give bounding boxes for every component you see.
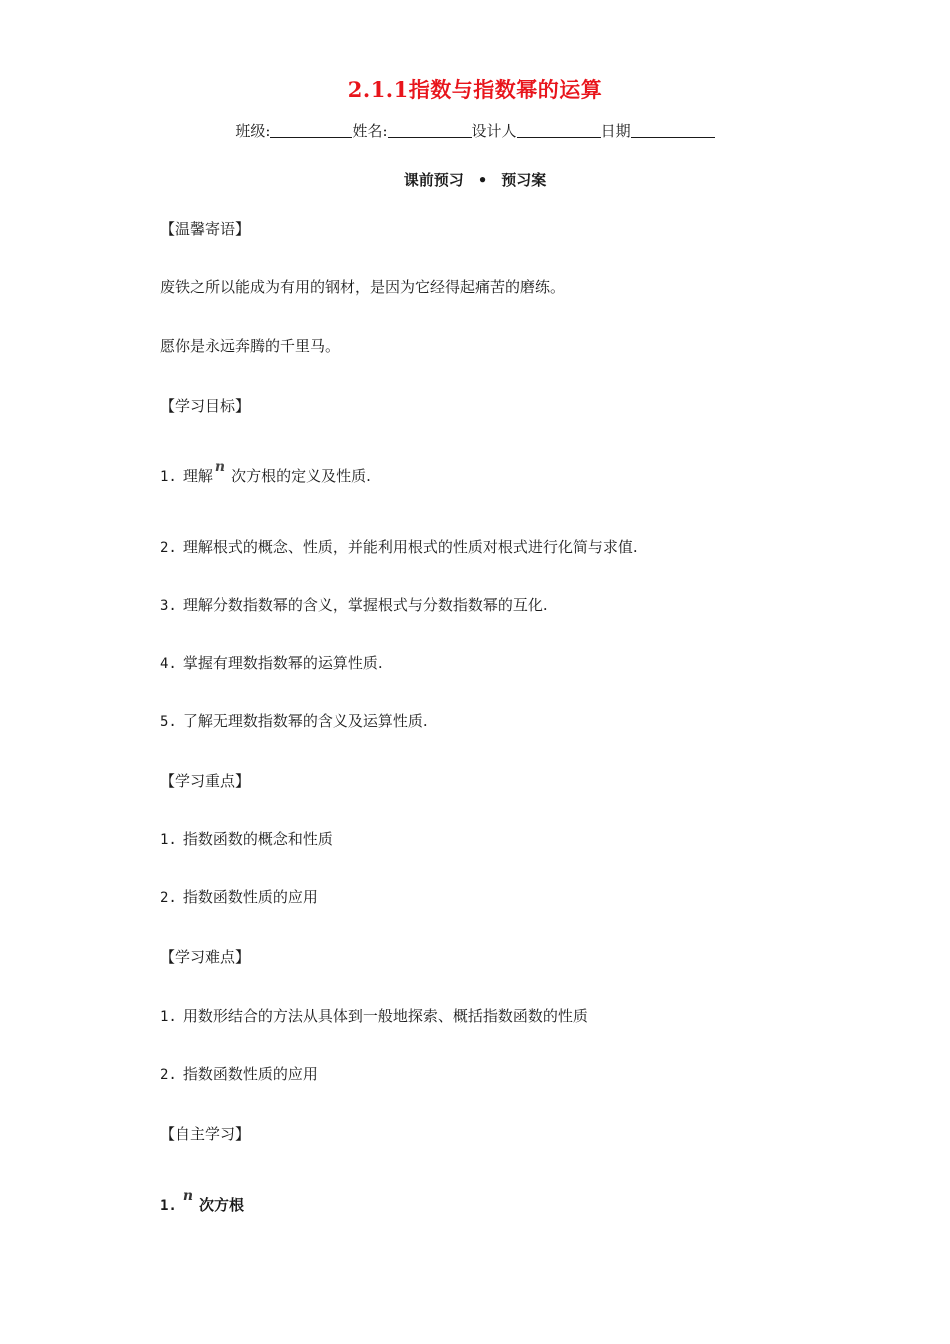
difficulties-heading: 【学习难点】 (160, 948, 251, 966)
goal-number: 3. (160, 598, 177, 614)
goal-text-post: 次方根的定义及性质. (231, 467, 371, 485)
designer-blank (517, 137, 601, 138)
goal-text: 理解分数指数幂的含义，掌握根式与分数指数幂的互化. (182, 596, 548, 614)
goal-item (160, 594, 548, 615)
warm-words-heading: 【温馨寄语】 (160, 220, 251, 238)
difficulty-number: 2. (160, 1067, 177, 1083)
warm-words-line-2: 愿你是永远奔腾的千里马。 (160, 337, 341, 355)
goal-number: 5. (160, 714, 177, 730)
date-blank (631, 137, 715, 138)
document-title: 2.1.1指数与指数幂的运算 (347, 77, 603, 102)
warm-words-line-1: 废铁之所以能成为有用的钢材，是因为它经得起痛苦的磨练。 (160, 278, 566, 296)
key-point-number: 2. (160, 890, 177, 906)
difficulty-item (160, 1005, 588, 1026)
variable-n: n (214, 459, 226, 475)
difficulty-text: 用数形结合的方法从具体到一般地探索、概括指数函数的性质 (182, 1007, 588, 1025)
goal-text: 理解根式的概念、性质，并能利用根式的性质对根式进行化简与求值. (182, 538, 638, 556)
goal-text-pre: 理解 (182, 467, 213, 485)
section-heading-left: 课前预习 (403, 171, 464, 189)
variable-n: n (182, 1188, 194, 1204)
class-blank (270, 137, 352, 138)
self-study-text: 次方根 (199, 1196, 245, 1214)
goals-heading: 【学习目标】 (160, 397, 251, 415)
difficulty-item (160, 1063, 318, 1084)
section-heading-dot: • (477, 171, 488, 189)
goal-item (160, 459, 371, 486)
goal-number: 4. (160, 656, 177, 672)
self-study-heading: 【自主学习】 (160, 1125, 251, 1143)
goal-number: 1. (160, 469, 177, 485)
student-info-line (0, 120, 950, 141)
goal-text: 了解无理数指数幂的含义及运算性质. (182, 712, 428, 730)
key-points-heading: 【学习重点】 (160, 772, 251, 790)
name-blank (388, 137, 472, 138)
key-point-item (160, 828, 333, 849)
key-point-item (160, 886, 318, 907)
goal-item (160, 652, 383, 673)
difficulty-text: 指数函数性质的应用 (182, 1065, 318, 1083)
goal-item (160, 710, 428, 731)
key-point-text: 指数函数的概念和性质 (182, 830, 333, 848)
name-label: 姓名: (352, 122, 388, 140)
key-point-text: 指数函数性质的应用 (182, 888, 318, 906)
section-heading (0, 169, 950, 190)
key-point-number: 1. (160, 832, 177, 848)
class-label: 班级: (235, 122, 271, 140)
designer-label: 设计人 (471, 122, 517, 140)
goal-item (160, 536, 638, 557)
date-label: 日期 (600, 122, 631, 140)
self-study-item (160, 1188, 245, 1215)
difficulty-number: 1. (160, 1009, 177, 1025)
section-heading-right: 预习案 (501, 171, 547, 189)
goal-number: 2. (160, 540, 177, 556)
self-study-number: 1. (160, 1198, 177, 1214)
goal-text: 掌握有理数指数幂的运算性质. (182, 654, 383, 672)
